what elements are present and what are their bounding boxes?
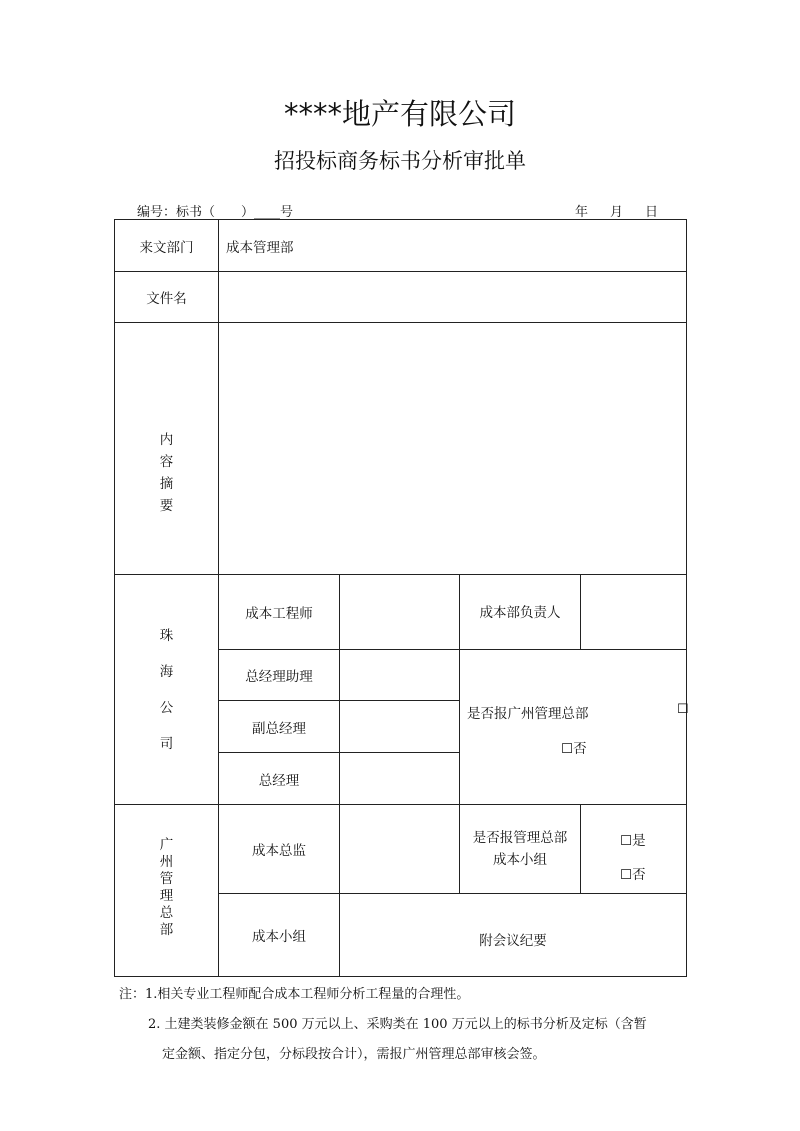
gz-char: 州 [159, 854, 174, 870]
report-gz-hq-label: 是否报广州管理总部 [467, 706, 589, 722]
report-hq-group-yes-checkbox[interactable]: ☐是 [620, 833, 646, 849]
gm-assistant-label: 总经理助理 [245, 669, 313, 685]
zhuhai-char: 司 [159, 735, 174, 752]
gz-hq-label [115, 838, 218, 938]
zhuhai-label [115, 575, 218, 804]
gm-label: 总经理 [258, 772, 300, 789]
date-year-label: 年 [575, 205, 589, 220]
summary-char: 内 [159, 432, 174, 448]
gz-char: 总 [159, 905, 174, 921]
company-title: ****地产有限公司 [283, 97, 516, 131]
dept-label: 来文部门 [139, 239, 194, 256]
cost-dept-head-label: 成本部负责人 [479, 605, 561, 621]
deputy-gm-sign[interactable] [340, 701, 459, 752]
gz-char: 理 [159, 888, 174, 904]
filename-field[interactable] [219, 272, 686, 322]
date-day-label: 日 [645, 205, 659, 220]
cost-engineer-label: 成本工程师 [245, 606, 313, 622]
form-title: 招投标商务标书分析审批单 [274, 149, 526, 173]
gz-char: 部 [159, 922, 174, 938]
filename-label: 文件名 [146, 291, 187, 307]
report-hq-group-no-checkbox[interactable]: ☐否 [620, 867, 646, 883]
deputy-gm-label: 副总经理 [252, 720, 306, 737]
minutes-label: 附会议纪要 [479, 933, 547, 949]
dept-value: 成本管理部 [226, 239, 294, 256]
date-month-label: 月 [610, 205, 624, 220]
cost-group-label: 成本小组 [252, 929, 306, 945]
zhuhai-char: 公 [159, 699, 174, 716]
summary-char: 摘 [159, 476, 174, 492]
gm-assistant-sign[interactable] [340, 650, 459, 700]
note-2-line2: 定金额、指定分包，分标段按合计），需报广州管理总部审核会签。 [162, 1047, 546, 1062]
note-1: 注：1.相关专业工程师配合成本工程师分析工程量的合理性。 [119, 987, 470, 1002]
cost-director-sign[interactable] [340, 805, 459, 893]
gz-char: 广 [159, 837, 174, 853]
form-number: 编号：标书（ ）____号 [137, 205, 294, 220]
report-hq-group-line1: 是否报管理总部 [472, 830, 568, 846]
report-gz-hq-yes-checkbox[interactable]: ☐ [677, 702, 689, 717]
gz-char: 管 [159, 871, 174, 887]
summary-field[interactable] [219, 323, 686, 574]
zhuhai-char: 珠 [159, 627, 174, 644]
summary-char: 要 [159, 498, 174, 514]
gm-sign[interactable] [340, 753, 459, 804]
report-gz-hq-no-checkbox[interactable]: ☐否 [561, 741, 587, 757]
cost-director-label: 成本总监 [252, 843, 306, 859]
report-hq-group-label [460, 805, 580, 893]
cost-engineer-sign[interactable] [340, 575, 459, 649]
zhuhai-char: 海 [159, 663, 174, 680]
note-2-line1: 2. 土建类装修金额在 500 万元以上、采购类在 100 万元以上的标书分析及定标（含暂 [148, 1017, 647, 1032]
cost-dept-head-sign[interactable] [581, 575, 686, 649]
report-hq-group-line2: 成本小组 [493, 852, 547, 868]
summary-char: 容 [159, 454, 174, 470]
